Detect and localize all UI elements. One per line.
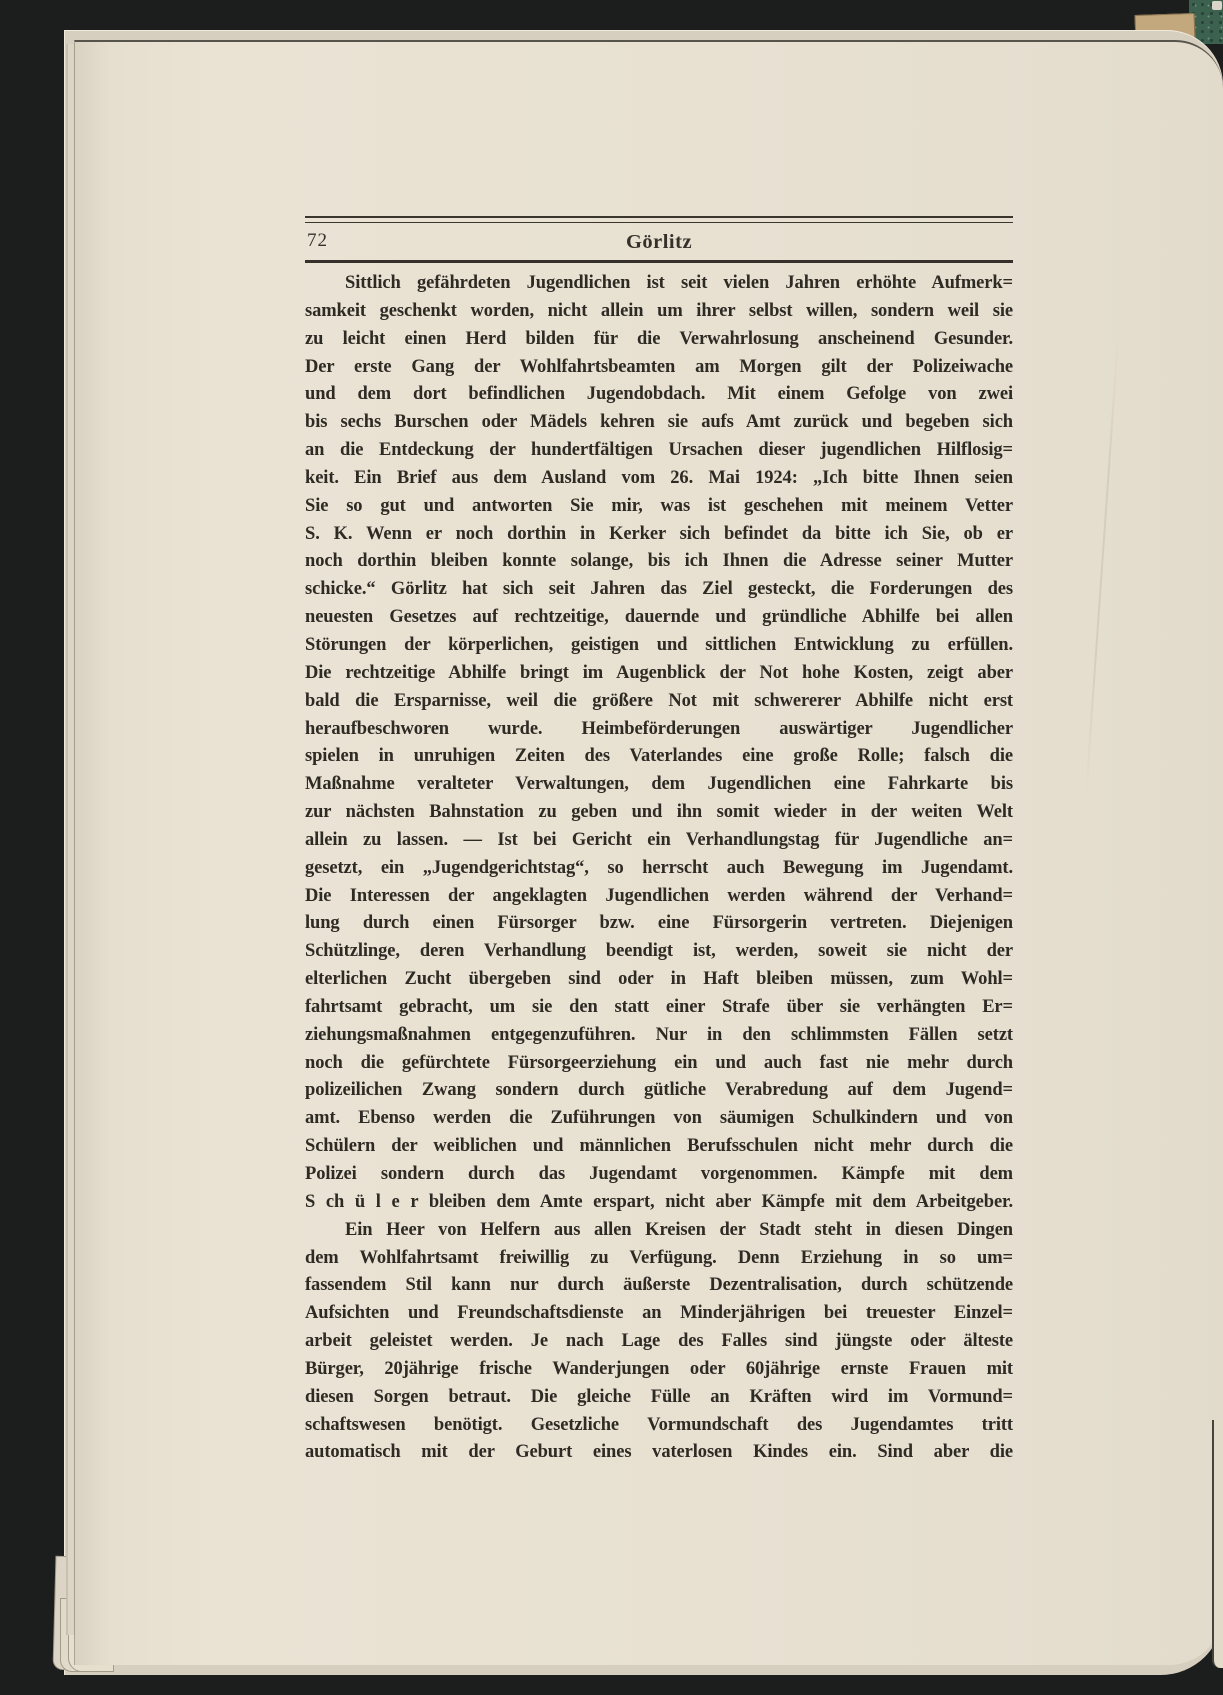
text-line: gesetzt, ein „Jugendgerichtstag“, so herrscht auch Bewegung im Jugendamt. bbox=[305, 857, 1013, 878]
text-line: Schützlinge, deren Verhandlung beendigt ist, werden, soweit sie nicht der bbox=[305, 941, 1013, 962]
text-line: heraufbeschworen wurde. Heimbeförderungen auswärtiger Jugendlicher bbox=[305, 718, 1013, 739]
left-page-edge-lines bbox=[66, 44, 75, 1635]
text-line: S ch ü l e r bleiben dem Amte erspart, nicht aber Kämpfe mit dem Arbeitgeber. bbox=[305, 1191, 1013, 1212]
text-line: dem Wohlfahrtsamt freiwillig zu Verfügung. Denn Erziehung in so um= bbox=[305, 1247, 1013, 1268]
text-line: ziehungsmaßnahmen entgegenzuführen. Nur in den schlimmsten Fällen setzt bbox=[305, 1024, 1013, 1045]
text-line: fahrtsamt gebracht, um sie den statt einer Strafe über sie verhängten Er= bbox=[305, 996, 1013, 1017]
text-line: Sie so gut und antworten Sie mir, was ist geschehen mit meinem Vetter bbox=[305, 495, 1013, 516]
book-page bbox=[74, 40, 1223, 1665]
text-line: noch dorthin bleiben konnte solange, bis ich Ihnen die Adresse seiner Mutter bbox=[305, 551, 1013, 572]
paragraph-2 bbox=[305, 1217, 1013, 1468]
text-line: elterlichen Zucht übergeben sind oder in Haft bleiben müssen, zum Wohl= bbox=[305, 969, 1013, 990]
text-line: Sittlich gefährdeten Jugendlichen ist seit vielen Jahren erhöhte Aufmerk= bbox=[345, 273, 1013, 293]
text-line: amt. Ebenso werden die Zuführungen von säumigen Schulkindern und von bbox=[305, 1108, 1013, 1129]
text-line: Bürger, 20jährige frische Wanderjungen oder 60jährige ernste Frauen mit bbox=[305, 1358, 1013, 1379]
text-line: Schülern der weiblichen und männlichen Berufsschulen nicht mehr durch die bbox=[305, 1136, 1013, 1157]
text-line: automatisch mit der Geburt eines vaterlosen Kindes ein. Sind aber die bbox=[305, 1442, 1013, 1463]
book-cover-speck bbox=[1212, 1, 1222, 10]
text-line: spielen in unruhigen Zeiten des Vaterlandes eine große Rolle; falsch die bbox=[305, 746, 1013, 767]
text-line: diesen Sorgen betraut. Die gleiche Fülle an Kräften wird im Vormund= bbox=[305, 1386, 1013, 1407]
right-page-edge-sliver bbox=[1212, 1420, 1223, 1668]
text-line: allein zu lassen. — Ist bei Gericht ein Verhandlungstag für Jugendliche an= bbox=[305, 829, 1013, 850]
text-line: und dem dort befindlichen Jugendobdach. Mit einem Gefolge von zwei bbox=[305, 384, 1013, 405]
text-line: zur nächsten Bahnstation zu geben und ihn somit wieder in der weiten Welt bbox=[305, 802, 1013, 823]
text-line: zu leicht einen Herd bilden für die Verwahrlosung anscheinend Gesunder. bbox=[305, 328, 1013, 349]
text-line: Aufsichten und Freundschaftsdienste an Minderjährigen bei treuester Einzel= bbox=[305, 1303, 1013, 1324]
header-rule-top bbox=[305, 216, 1013, 223]
text-line: bald die Ersparnisse, weil die größere Not mit schwererer Abhilfe nicht erst bbox=[305, 690, 1013, 711]
text-line: schaftswesen benötigt. Gesetzliche Vormundschaft des Jugendamtes tritt bbox=[305, 1414, 1013, 1435]
page-number: 72 bbox=[307, 230, 328, 251]
page-header bbox=[305, 226, 1013, 258]
text-line: Ein Heer von Helfern aus allen Kreisen der Stadt steht in diesen Dingen bbox=[345, 1219, 1013, 1240]
text-line: keit. Ein Brief aus dem Ausland vom 26. Mai 1924: „Ich bitte Ihnen seien bbox=[305, 467, 1013, 488]
text-line: Polizei sondern durch das Jugendamt vorgenommen. Kämpfe mit dem bbox=[305, 1164, 1013, 1184]
text-line: noch die gefürchtete Fürsorgeerziehung ein und auch fast nie mehr durch bbox=[305, 1052, 1013, 1073]
text-line: Maßnahme veralteter Verwaltungen, dem Jugendlichen eine Fahrkarte bis bbox=[305, 774, 1013, 795]
text-line: an die Entdeckung der hundertfältigen Ursachen dieser jugendlichen Hilflosig= bbox=[305, 440, 1013, 461]
text-line: Die rechtzeitige Abhilfe bringt im Augenblick der Not hohe Kosten, zeigt aber bbox=[305, 662, 1013, 683]
text-line: arbeit geleistet werden. Je nach Lage des Falles sind jüngste oder älteste bbox=[305, 1331, 1013, 1352]
text-line: fassendem Stil kann nur durch äußerste Dezentralisation, durch schützende bbox=[305, 1275, 1013, 1296]
text-line: schicke.“ Görlitz hat sich seit Jahren das Ziel gesteckt, die Forderungen des bbox=[305, 579, 1013, 600]
text-line: S. K. Wenn er noch dorthin in Kerker sich befindet da bitte ich Sie, ob er bbox=[305, 523, 1013, 544]
running-title: Görlitz bbox=[625, 230, 693, 253]
text-line: neuesten Gesetzes auf rechtzeitige, dauernde und gründliche Abhilfe bei allen bbox=[305, 607, 1013, 628]
paragraph-1 bbox=[305, 270, 1013, 1217]
text-line: polizeilichen Zwang sondern durch gütliche Verabredung auf dem Jugend= bbox=[305, 1080, 1013, 1101]
text-line: Die Interessen der angeklagten Jugendlichen werden während der Verhand= bbox=[305, 885, 1013, 906]
text-line: bis sechs Burschen oder Mädels kehren sie aufs Amt zurück und begeben sich bbox=[305, 412, 1013, 433]
text-line: lung durch einen Fürsorger bzw. eine Fürsorgerin vertreten. Diejenigen bbox=[305, 913, 1013, 934]
text-line: samkeit geschenkt worden, nicht allein um ihrer selbst willen, sondern weil sie bbox=[305, 300, 1013, 321]
page-body bbox=[305, 270, 1013, 1467]
text-line: Der erste Gang der Wohlfahrtsbeamten am Morgen gilt der Polizeiwache bbox=[305, 356, 1013, 377]
text-line: Störungen der körperlichen, geistigen und sittlichen Entwicklung zu erfüllen. bbox=[305, 634, 1013, 655]
paper-crease bbox=[1085, 333, 1120, 802]
header-rule-bottom bbox=[305, 260, 1013, 263]
